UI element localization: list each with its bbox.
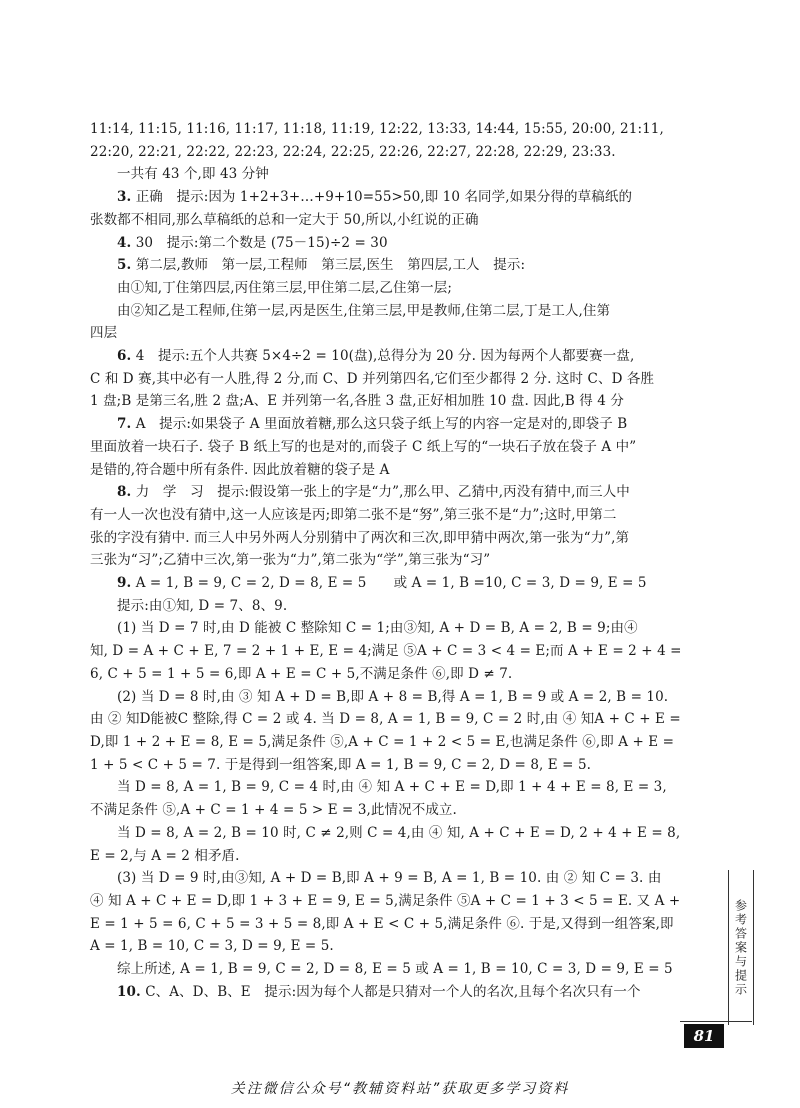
text-line: C、A、D、B、E 提示:因为每个人都是只猜对一个人的名次,且每个名次只有一个 [140, 983, 641, 1000]
answer-9 [90, 572, 712, 595]
text-line: 第二层,教师 第一层,工程师 第三层,医生 第四层,工人 提示: [131, 257, 526, 274]
answer-4 [90, 232, 712, 255]
text-line: 11:14, 11:15, 11:16, 11:17, 11:18, 11:19, 12:22, 13:33, 14:44, 15:55, 20:00, 21:11, [90, 121, 664, 137]
question-number: 8. [117, 484, 132, 501]
text-line: 由②知乙是工程师,住第一层,丙是医生,住第三层,甲是教师,住第二层,丁是工人,住第 [117, 302, 611, 319]
answer-3 [90, 186, 712, 209]
text-line: A = 1, B = 10, C = 3, D = 9, E = 5. [90, 938, 334, 955]
text-line: ④ 知 A + C + E = D,即 1 + 3 + E = 9, E = 5,满足条件 ⑤A + C = 1 + 3 < 5 = E. 又 A + [90, 892, 681, 909]
text-line: 知, D = A + C + E, 7 = 2 + 1 + E, E = 4;满足 ⑤A + C = 3 < 4 = E;而 A + E = 2 + 4 = [90, 643, 682, 660]
section-side-tab [728, 870, 754, 1025]
text-line: 提示:由①知, D = 7、8、9. [117, 597, 288, 614]
side-tab-label: 参考答案与提示 [733, 898, 748, 997]
answer-10 [90, 981, 712, 1004]
text-line: 三张为“习”;乙猜中三次,第一张为“力”,第二张为“学”,第三张为“习” [90, 552, 491, 569]
text-line: 是错的,符合题中所有条件. 因此放着糖的袋子是 A [90, 461, 390, 478]
text-line: 张的字没有猜中. 而三人中另外两人分别猜中了两次和三次,即甲猜中两次,第一张为“力”,第 [90, 529, 630, 546]
text-line: 力 学 习 提示:假设第一张上的字是“力”,那么甲、乙猜中,丙没有猜中,而三人中 [131, 484, 630, 501]
text-line: 正确 提示:因为 1+2+3+…+9+10=55>50,即 10 名同学,如果分得的草稿纸的 [131, 189, 633, 206]
answer-6 [90, 345, 712, 368]
text-line: C 和 D 赛,其中必有一人胜,得 2 分,而 C、D 并列第四名,它们至少都得 2 分. 这时 C、D 各胜 [90, 370, 655, 387]
text-line: 由①知,丁住第四层,丙住第三层,甲住第二层,乙住第一层; [117, 279, 453, 296]
question-number: 3. [117, 189, 132, 206]
footer-note: 关注微信公众号“教辅资料站”获取更多学习资料 [230, 1081, 570, 1097]
text-line: 4 提示:五个人共赛 5×4÷2 = 10(盘),总得分为 20 分. 因为每两个人都要赛一盘, [131, 348, 635, 365]
text-line: 6, C + 5 = 1 + 5 = 6,即 A + E = C + 5,不满足条件 ⑥,即 D ≠ 7. [90, 665, 513, 682]
text-line: 22:20, 22:21, 22:22, 22:23, 22:24, 22:25, 22:26, 22:27, 22:28, 22:29, 23:33. [90, 143, 616, 160]
text-line: 不满足条件 ⑤,A + C = 1 + 4 = 5 > E = 3,此情况不成立. [90, 802, 457, 819]
text-line: 1 盘;B 是第三名,胜 2 盘;A、E 并列第一名,各胜 3 盘,正好相加胜 10 盘. 因此,B 得 4 分 [90, 393, 624, 410]
text-line: (2) 当 D = 8 时,由 ③ 知 A + D = B,即 A + 8 = B,得 A = 1, B = 9 或 A = 2, B = 10. [117, 688, 669, 705]
text-line: (3) 当 D = 9 时,由③知, A + D = B,即 A + 9 = B, A = 1, B = 10. 由 ② 知 C = 3. 由 [117, 870, 662, 887]
text-line: 当 D = 8, A = 1, B = 9, C = 4 时,由 ④ 知 A + C + E = D,即 1 + 4 + E = 8, E = 3, [117, 779, 667, 796]
page-number-rule [680, 1021, 752, 1022]
answer-5 [90, 254, 712, 277]
question-number: 4. [117, 234, 132, 251]
text-line: A = 1, B = 9, C = 2, D = 8, E = 5 或 A = 1, B =10, C = 3, D = 9, E = 5 [131, 575, 647, 592]
text-line: 30 提示:第二个数是 (75－15)÷2 = 30 [131, 234, 388, 251]
question-number: 7. [117, 416, 132, 433]
page-number: 81 [684, 1024, 724, 1048]
question-number: 6. [117, 348, 132, 365]
question-number: 5. [117, 257, 132, 274]
text-line: 综上所述, A = 1, B = 9, C = 2, D = 8, E = 5 或 A = 1, B = 10, C = 3, D = 9, E = 5 [117, 961, 673, 978]
question-number: 10. [117, 983, 141, 1000]
answer-8 [90, 481, 712, 504]
text-line: A 提示:如果袋子 A 里面放着糖,那么这只袋子纸上写的内容一定是对的,即袋子 B [131, 416, 628, 433]
text-line: 由 ② 知D能被C 整除,得 C = 2 或 4. 当 D = 8, A = 1, B = 9, C = 2 时,由 ④ 知A + C + E = [90, 711, 681, 728]
answer-7 [90, 413, 712, 436]
text-line: 张数都不相同,那么草稿纸的总和一定大于 50,所以,小红说的正确 [90, 211, 479, 228]
question-number: 9. [117, 575, 132, 592]
answer-text [90, 118, 712, 1003]
text-line: 当 D = 8, A = 2, B = 10 时, C ≠ 2,则 C = 4,由 ④ 知, A + C + E = D, 2 + 4 + E = 8, [117, 824, 681, 841]
text-line: 有一人一次也没有猜中,这一人应该是丙;即第二张不是“努”,第三张不是“力”;这时,甲第二 [90, 506, 617, 523]
text-line: E = 2,与 A = 2 相矛盾. [90, 847, 240, 864]
text-line: 一共有 43 个,即 43 分钟 [117, 166, 269, 183]
text-line: 四层 [90, 325, 118, 342]
text-line: E = 1 + 5 = 6, C + 5 = 3 + 5 = 8,即 A + E < C + 5,满足条件 ⑥. 于是,又得到一组答案,即 [90, 915, 674, 932]
text-line: 里面放着一块石子. 袋子 B 纸上写的也是对的,而袋子 C 纸上写的“一块石子放在袋子 A 中” [90, 438, 637, 455]
text-line: 1 + 5 < C + 5 = 7. 于是得到一组答案,即 A = 1, B = 9, C = 2, D = 8, E = 5. [90, 756, 592, 773]
text-line: (1) 当 D = 7 时,由 D 能被 C 整除知 C = 1;由③知, A + D = B, A = 2, B = 9;由④ [117, 620, 638, 637]
text-line: D,即 1 + 2 + E = 8, E = 5,满足条件 ⑤,A + C = 1 + 2 < 5 = E,也满足条件 ⑥,即 A + E = [90, 733, 675, 750]
